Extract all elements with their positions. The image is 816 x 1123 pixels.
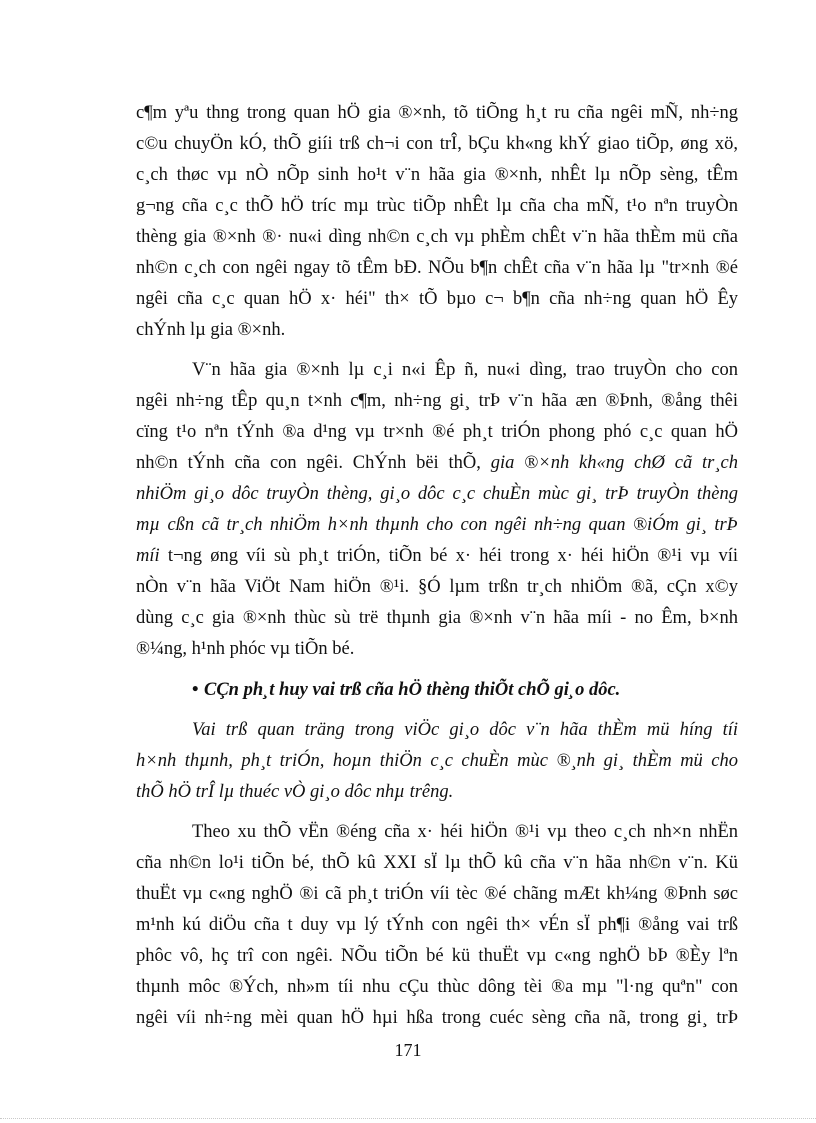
page-bottom-divider <box>0 1118 816 1119</box>
text-line: thuËt vµ c«ng nghÖ ®i cã ph¸t triÓn víi tèc ®é chãng mÆt kh¼ng ®Þnh søc <box>136 884 738 904</box>
text-line: ngêi nh÷ng tÊp qu¸n t×nh c¶m, nh÷ng gi¸ trÞ v¨n hãa æn ®Þnh, ®ång thêi <box>136 391 738 411</box>
text-line: chÝnh lµ gia ®×nh. <box>136 320 286 340</box>
bullet-icon: • <box>192 680 199 700</box>
text-line: phôc vô, hç trî con ngêi. NÕu tiÕn bé kü thuËt vµ c«ng nghÖ bÞ ®Èy lªn <box>136 946 738 966</box>
text-line: thµnh môc ®Ých, nh»m tíi nhu cÇu thùc dông tèi ®a mµ "l·ng quªn" con <box>136 977 738 997</box>
text-run: t¬ng øng víi sù ph¸t triÓn, tiÕn bé x· héi trong x· héi hiÖn ®¹i vµ víi <box>159 546 738 566</box>
text-line: nÒn v¨n hãa ViÖt Nam hiÖn ®¹i. §Ó lµm trßn tr¸ch nhiÖm ®ã, cÇn x©y <box>136 577 738 597</box>
text-line: Theo xu thÕ vËn ®éng cña x· héi hiÖn ®¹i vµ theo c¸ch nh×n nhËn <box>192 822 738 842</box>
text-line: dùng c¸c gia ®×nh thùc sù trë thµnh gia ®×nh v¨n hãa míi - no Êm, b×nh <box>136 608 738 628</box>
italic-run: gia ®×nh kh«ng chØ cã tr¸ch <box>480 453 738 473</box>
text-line: ®¼ng, h¹nh phóc vµ tiÕn bé. <box>136 639 355 659</box>
text-line <box>136 541 738 572</box>
text-line: c©u chuyÖn kÓ, thÕ giíi trß ch¬i con trÎ, bÇu kh«ng khÝ giao tiÕp, øng xö, <box>136 134 738 154</box>
paragraph-2 <box>136 355 738 665</box>
text-line <box>136 448 738 479</box>
text-run: nh©n tÝnh cña con ngêi. ChÝnh bëi thÕ, <box>136 453 481 473</box>
italic-line: h×nh thµnh, ph¸t triÓn, hoµn thiÖn c¸c chuÈn mùc ®¸nh gi¸ thÈm mü cho <box>136 751 738 771</box>
italic-run: míi <box>136 546 160 566</box>
italic-line: mµ cßn cã tr¸ch nhiÖm h×nh thµnh cho con ngêi nh÷ng quan ®iÓm gi¸ trÞ <box>136 515 738 535</box>
text-line: V¨n hãa gia ®×nh lµ c¸i n«i Êp ñ, nu«i dìng, trao truyÒn cho con <box>192 360 738 380</box>
italic-paragraph <box>136 715 738 808</box>
text-line: ngêi cña c¸c quan hÖ x· héi" th× tÕ bµo c¬ b¶n cña nh÷ng quan hÖ Êy <box>136 289 738 309</box>
text-line: c¶m yªu thng trong quan hÖ gia ®×nh, tõ tiÕng h¸t ru cña ngêi mÑ, nh÷ng <box>136 103 738 123</box>
heading-text: CÇn ph¸t huy vai trß cña hÖ thèng thiÕt chÕ gi¸o dôc. <box>204 680 621 700</box>
section-heading <box>136 675 738 706</box>
page-body <box>136 98 738 1034</box>
text-line: ngêi víi nh÷ng mèi quan hÖ hµi hßa trong cuéc sèng cña nã, trong gi¸ trÞ <box>136 1008 738 1028</box>
italic-line: thÕ hÖ trÎ lµ thuéc vÒ gi¸o dôc nhµ trêng. <box>136 782 454 802</box>
paragraph-1 <box>136 98 738 346</box>
text-line: c¸ch thøc vµ nÒ nÕp sinh ho¹t v¨n hãa gia ®×nh, nhÊt lµ nÕp sèng, tÊm <box>136 165 738 185</box>
text-line: cïng t¹o nªn tÝnh ®a d¹ng vµ tr×nh ®é ph¸t triÓn phong phó c¸c quan hÖ <box>136 422 738 442</box>
italic-line: Vai trß quan träng trong viÖc gi¸o dôc v¨n hãa thÈm mü híng tíi <box>192 720 738 740</box>
text-line: cña nh©n lo¹i tiÕn bé, thÕ kû XXI sÏ lµ thÕ kû cña v¨n hãa nh©n v¨n. Kü <box>136 853 738 873</box>
page-number: 171 <box>394 1040 422 1060</box>
italic-line: nhiÖm gi¸o dôc truyÒn thèng, gi¸o dôc c¸c chuÈn mùc gi¸ trÞ truyÒn thèng <box>136 484 738 504</box>
text-line: m¹nh kú diÖu cña t duy vµ lý tÝnh con ngêi th× vÉn sÏ ph¶i ®ång vai trß <box>136 915 738 935</box>
text-line: thèng gia ®×nh ®· nu«i dìng nh©n c¸ch vµ phÈm chÊt v¨n hãa thÈm mü cña <box>136 227 738 247</box>
text-line: g¬ng cña c¸c thÕ hÖ tríc mµ trùc tiÕp nhÊt lµ cña cha mÑ, t¹o nªn truyÒn <box>136 196 738 216</box>
paragraph-3 <box>136 817 738 1034</box>
text-line: nh©n c¸ch con ngêi ngay tõ tÊm bÐ. NÕu b¶n chÊt cña v¨n hãa lµ "tr×nh ®é <box>136 258 738 278</box>
